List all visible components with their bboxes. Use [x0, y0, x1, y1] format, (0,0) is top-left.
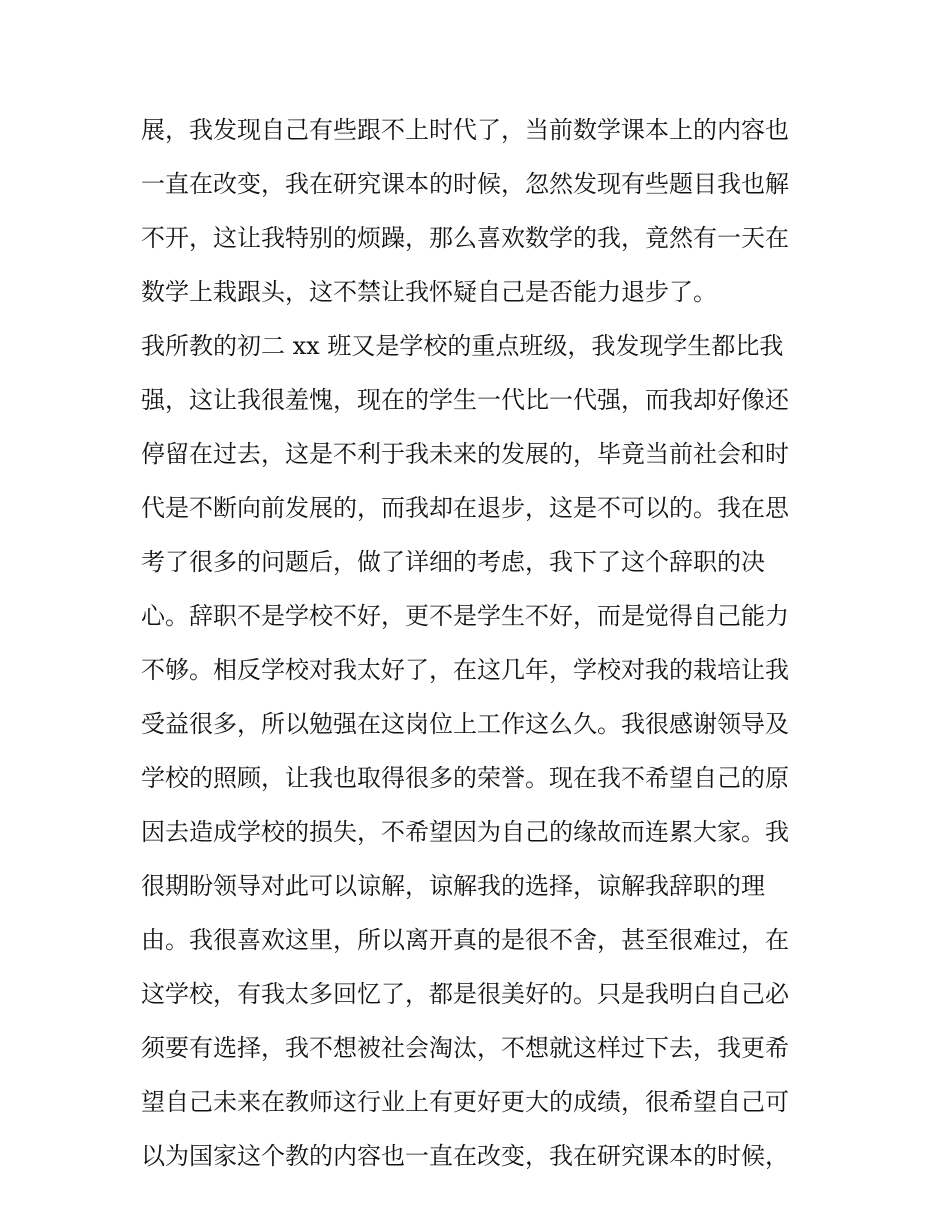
text-line: 强，这让我很羞愧，现在的学生一代比一代强，而我却好像还 [141, 386, 789, 414]
text-line: 望自己未来在教师这行业上有更好更大的成绩，很希望自己可 [141, 1088, 789, 1116]
text-line: 受益很多，所以勉强在这岗位上工作这么久。我很感谢领导及 [141, 710, 789, 738]
text-line: 由。我很喜欢这里，所以离开真的是很不舍，甚至很难过，在 [141, 926, 789, 954]
text-line: 代是不断向前发展的，而我却在退步，这是不可以的。我在思 [141, 494, 789, 522]
text-line: 一直在改变，我在研究课本的时候，忽然发现有些题目我也解 [141, 170, 789, 198]
text-line: 不开，这让我特别的烦躁，那么喜欢数学的我，竟然有一天在 [141, 224, 789, 252]
text-line: 心。辞职不是学校不好，更不是学生不好，而是觉得自己能力 [141, 602, 789, 630]
text-line: 这学校，有我太多回忆了，都是很美好的。只是我明白自己必 [141, 980, 789, 1008]
text-line: 展，我发现自己有些跟不上时代了，当前数学课本上的内容也 [141, 116, 789, 144]
text-line: 因去造成学校的损失，不希望因为自己的缘故而连累大家。我 [141, 818, 789, 846]
text-line: 以为国家这个教的内容也一直在改变，我在研究课本的时候， [141, 1142, 789, 1170]
text-line: 学校的照顾，让我也取得很多的荣誉。现在我不希望自己的原 [141, 764, 789, 792]
text-line: 数学上栽跟头，这不禁让我怀疑自己是否能力退步了。 [141, 278, 717, 306]
body-text [141, 112, 821, 1192]
text-line: 考了很多的问题后，做了详细的考虑，我下了这个辞职的决 [141, 548, 765, 576]
text-line: 很期盼领导对此可以谅解，谅解我的选择，谅解我辞职的理 [141, 872, 765, 900]
text-line: 我所教的初二 xx 班又是学校的重点班级，我发现学生都比我 [141, 332, 784, 360]
text-line: 停留在过去，这是不利于我未来的发展的，毕竟当前社会和时 [141, 440, 789, 468]
text-line: 须要有选择，我不想被社会淘汰，不想就这样过下去，我更希 [141, 1034, 789, 1062]
text-line: 不够。相反学校对我太好了，在这几年，学校对我的栽培让我 [141, 656, 789, 684]
